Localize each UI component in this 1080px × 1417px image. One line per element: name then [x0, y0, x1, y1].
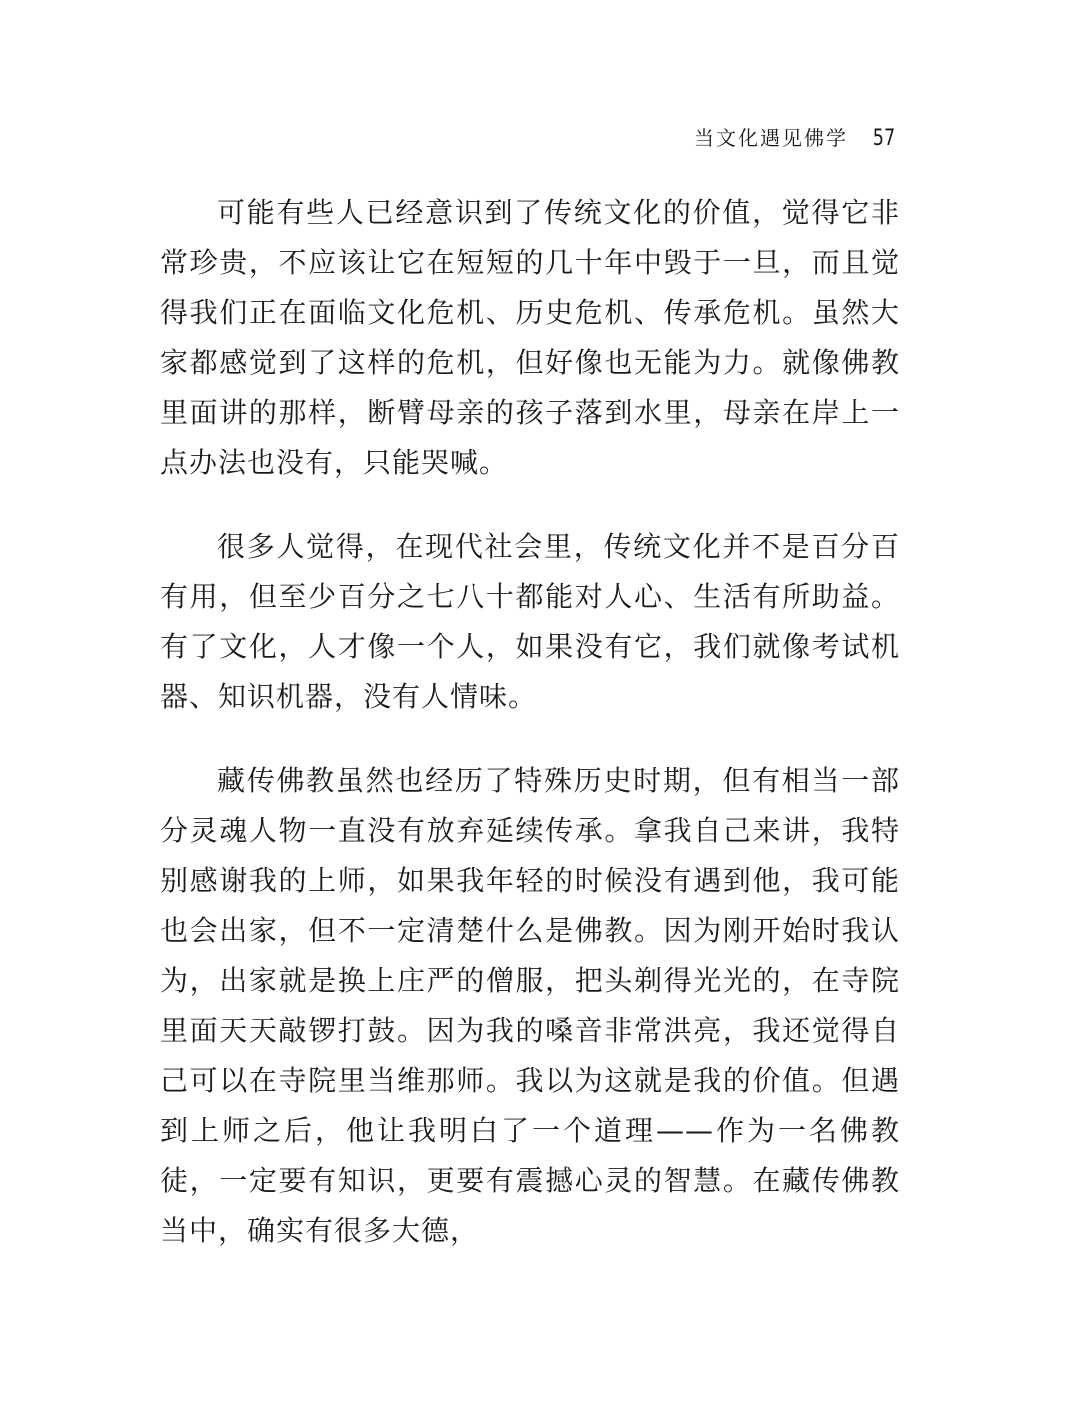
paragraph-3: 藏传佛教虽然也经历了特殊历史时期，但有相当一部分灵魂人物一直没有放弃延续传承。拿我自己来讲，我特别感谢我的上师，如果我年轻的时候没有遇到他，我可能也会出家，但不一定清楚什么是佛教。因为刚开始时我认为，出家就是换上庄严的僧服，把头剃得光光的，在寺院里面天天敲锣打鼓。因为我的嗓音非常洪亮，我还觉得自己可以在寺院里当维那师。我以为这就是我的价值。但遇到上师之后，他让我明白了一个道理——作为一名佛教徒，一定要有知识，更要有震撼心灵的智慧。在藏传佛教当中，确实有很多大德， [160, 764, 900, 1247]
body-text [160, 188, 900, 1290]
page-number: 57 [872, 126, 896, 151]
paragraph-2: 很多人觉得，在现代社会里，传统文化并不是百分百有用，但至少百分之七八十都能对人心、生活有所助益。有了文化，人才像一个人，如果没有它，我们就像考试机器、知识机器，没有人情味。 [160, 530, 900, 713]
chapter-title: 当文化遇见佛学 [694, 126, 848, 150]
running-header [694, 122, 898, 151]
paragraph-1: 可能有些人已经意识到了传统文化的价值，觉得它非常珍贵，不应该让它在短短的几十年中毁于一旦，而且觉得我们正在面临文化危机、历史危机、传承危机。虽然大家都感觉到了这样的危机，但好像也无能为力。就像佛教里面讲的那样，断臂母亲的孩子落到水里，母亲在岸上一点办法也没有，只能哭喊。 [160, 196, 900, 479]
